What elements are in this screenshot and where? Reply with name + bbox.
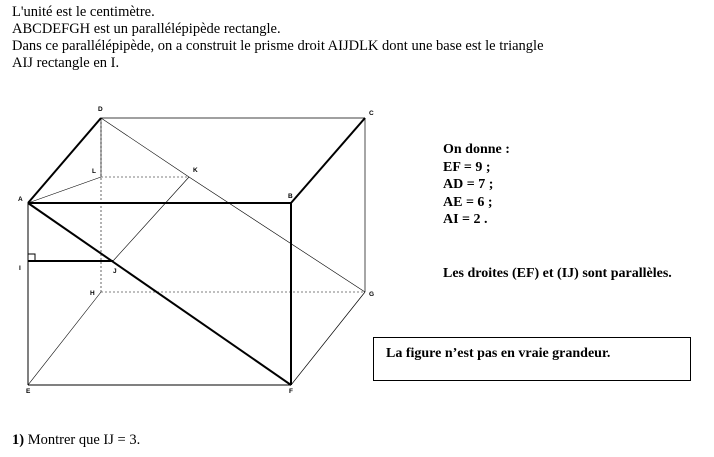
given-ae: AE = 6 ; [443,194,493,210]
given-ai: AI = 2 . [443,212,488,227]
label-j: J [113,268,117,275]
given-ad: AD = 7 ; [443,177,494,192]
question-text: Montrer que IJ = 3. [24,432,141,448]
scale-note: La figure n’est pas en vraie grandeur. [386,346,611,361]
label-b: B [288,193,293,200]
label-a: A [18,196,23,203]
given-heading: On donne : [443,142,510,157]
given-ef: EF = 9 ; [443,159,491,175]
intro-line-parallelepiped: ABCDEFGH est un parallélépipède rectangle. [12,21,281,37]
intro-line-triangle: AIJ rectangle en I. [12,55,120,71]
label-h: H [90,290,95,297]
question-number: 1) [12,432,25,448]
scale-note-box [373,337,691,381]
label-i: I [19,265,21,272]
label-c: C [369,110,374,117]
segment-kg [189,177,365,292]
edge-bc [291,118,365,203]
segment-jk [113,177,189,261]
intro-line-prism: Dans ce parallélépipède, on a construit le prisme droit AIJDLK dont une base est le triangle [12,38,544,54]
label-e: E [26,388,31,395]
label-d: D [98,106,103,113]
right-angle-mark [28,254,35,261]
label-k: K [193,167,198,174]
segment-dk [101,118,189,177]
given-values [443,141,510,229]
edge-gf [291,292,365,385]
question-1 [12,432,140,449]
edge-he [28,292,101,385]
parallel-lines-note: Les droites (EF) et (IJ) sont parallèles. [443,266,672,281]
label-g: G [369,291,375,298]
label-f: F [289,388,293,395]
label-l: L [92,168,96,175]
intro-line-unit: L'unité est le centimètre. [12,4,155,20]
segment-af [28,203,291,385]
